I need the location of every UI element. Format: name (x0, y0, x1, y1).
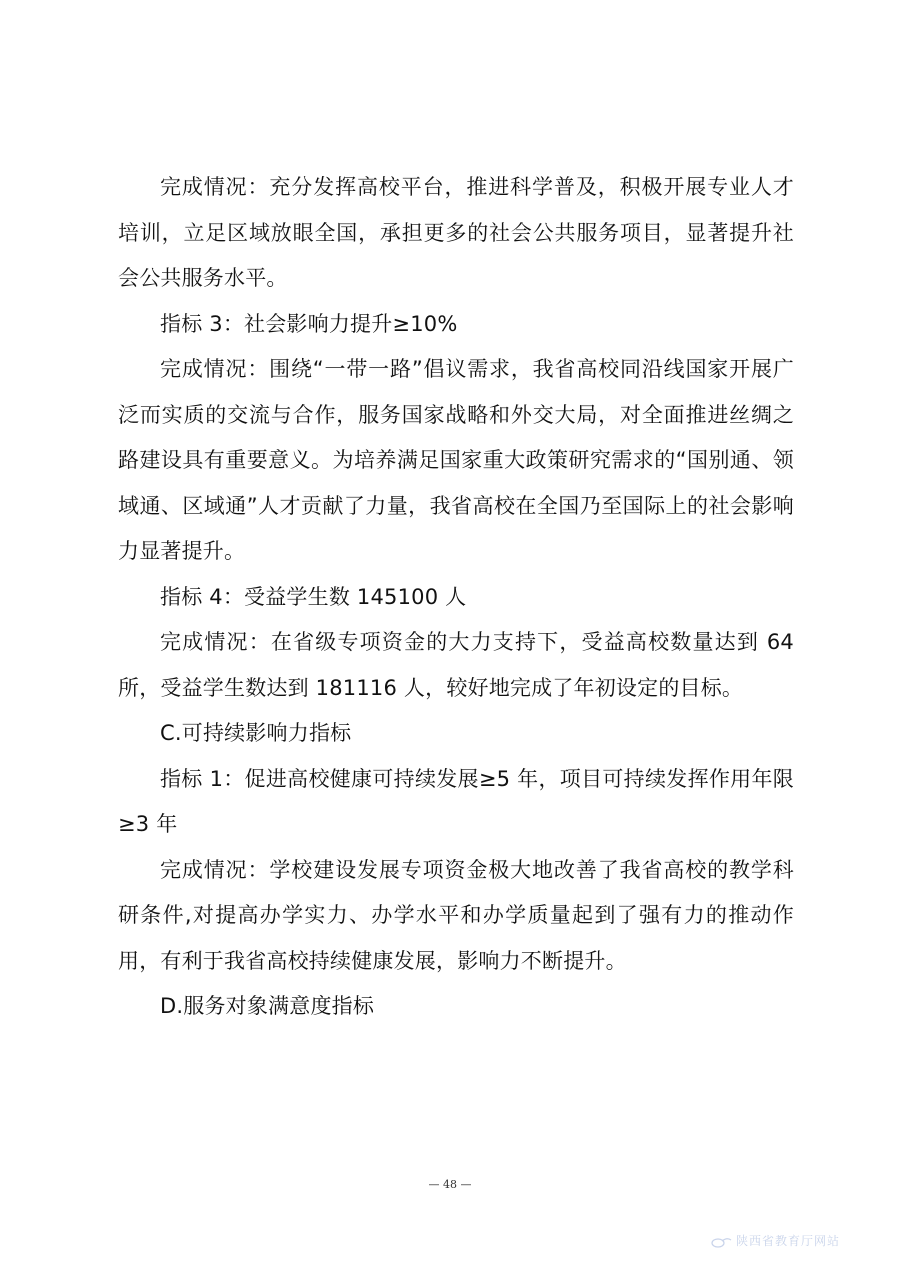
paragraph-completion-belt-road: 完成情况：围绕“一带一路”倡议需求，我省高校同沿线国家开展广泛而实质的交流与合作，服务国家战略和外交大局，对全面推进丝绸之路建设具有重要意义。为培养满足国家重大政策研究需求的“国别通、领域通、区域通”人才贡献了力量，我省高校在全国乃至国际上的社会影响力显著提升。 (118, 357, 794, 563)
site-watermark (710, 1232, 840, 1249)
watermark-text: 陕西省教育厅网站 (735, 1234, 840, 1248)
document-body (118, 165, 794, 1030)
paragraph-completion-development: 完成情况：学校建设发展专项资金极大地改善了我省高校的教学科研条件,对提高办学实力、办学水平和办学质量起到了强有力的推动作用，有利于我省高校持续健康发展，影响力不断提升。 (118, 857, 794, 973)
heading-sustainability-indicators: C.可持续影响力指标 (160, 721, 352, 745)
heading-satisfaction-indicators: D.服务对象满意度指标 (160, 994, 375, 1018)
paragraph-indicator-4: 指标 4：受益学生数 145100 人 (160, 584, 467, 609)
paragraph-completion-public-service: 完成情况：充分发挥高校平台，推进科学普及，积极开展专业人才培训，立足区域放眼全国，承担更多的社会公共服务项目，显著提升社会公共服务水平。 (118, 175, 794, 290)
paragraph-indicator-1: 指标 1：促进高校健康可持续发展≥5 年，项目可持续发挥作用年限≥3 年 (118, 766, 794, 836)
page-number: — 48 — (428, 1178, 472, 1191)
watermark-logo-icon (710, 1235, 732, 1249)
paragraph-completion-students: 完成情况：在省级专项资金的大力支持下，受益高校数量达到 64 所，受益学生数达到 181116 人，较好地完成了年初设定的目标。 (118, 630, 794, 700)
paragraph-indicator-3: 指标 3：社会影响力提升≥10% (160, 311, 458, 336)
